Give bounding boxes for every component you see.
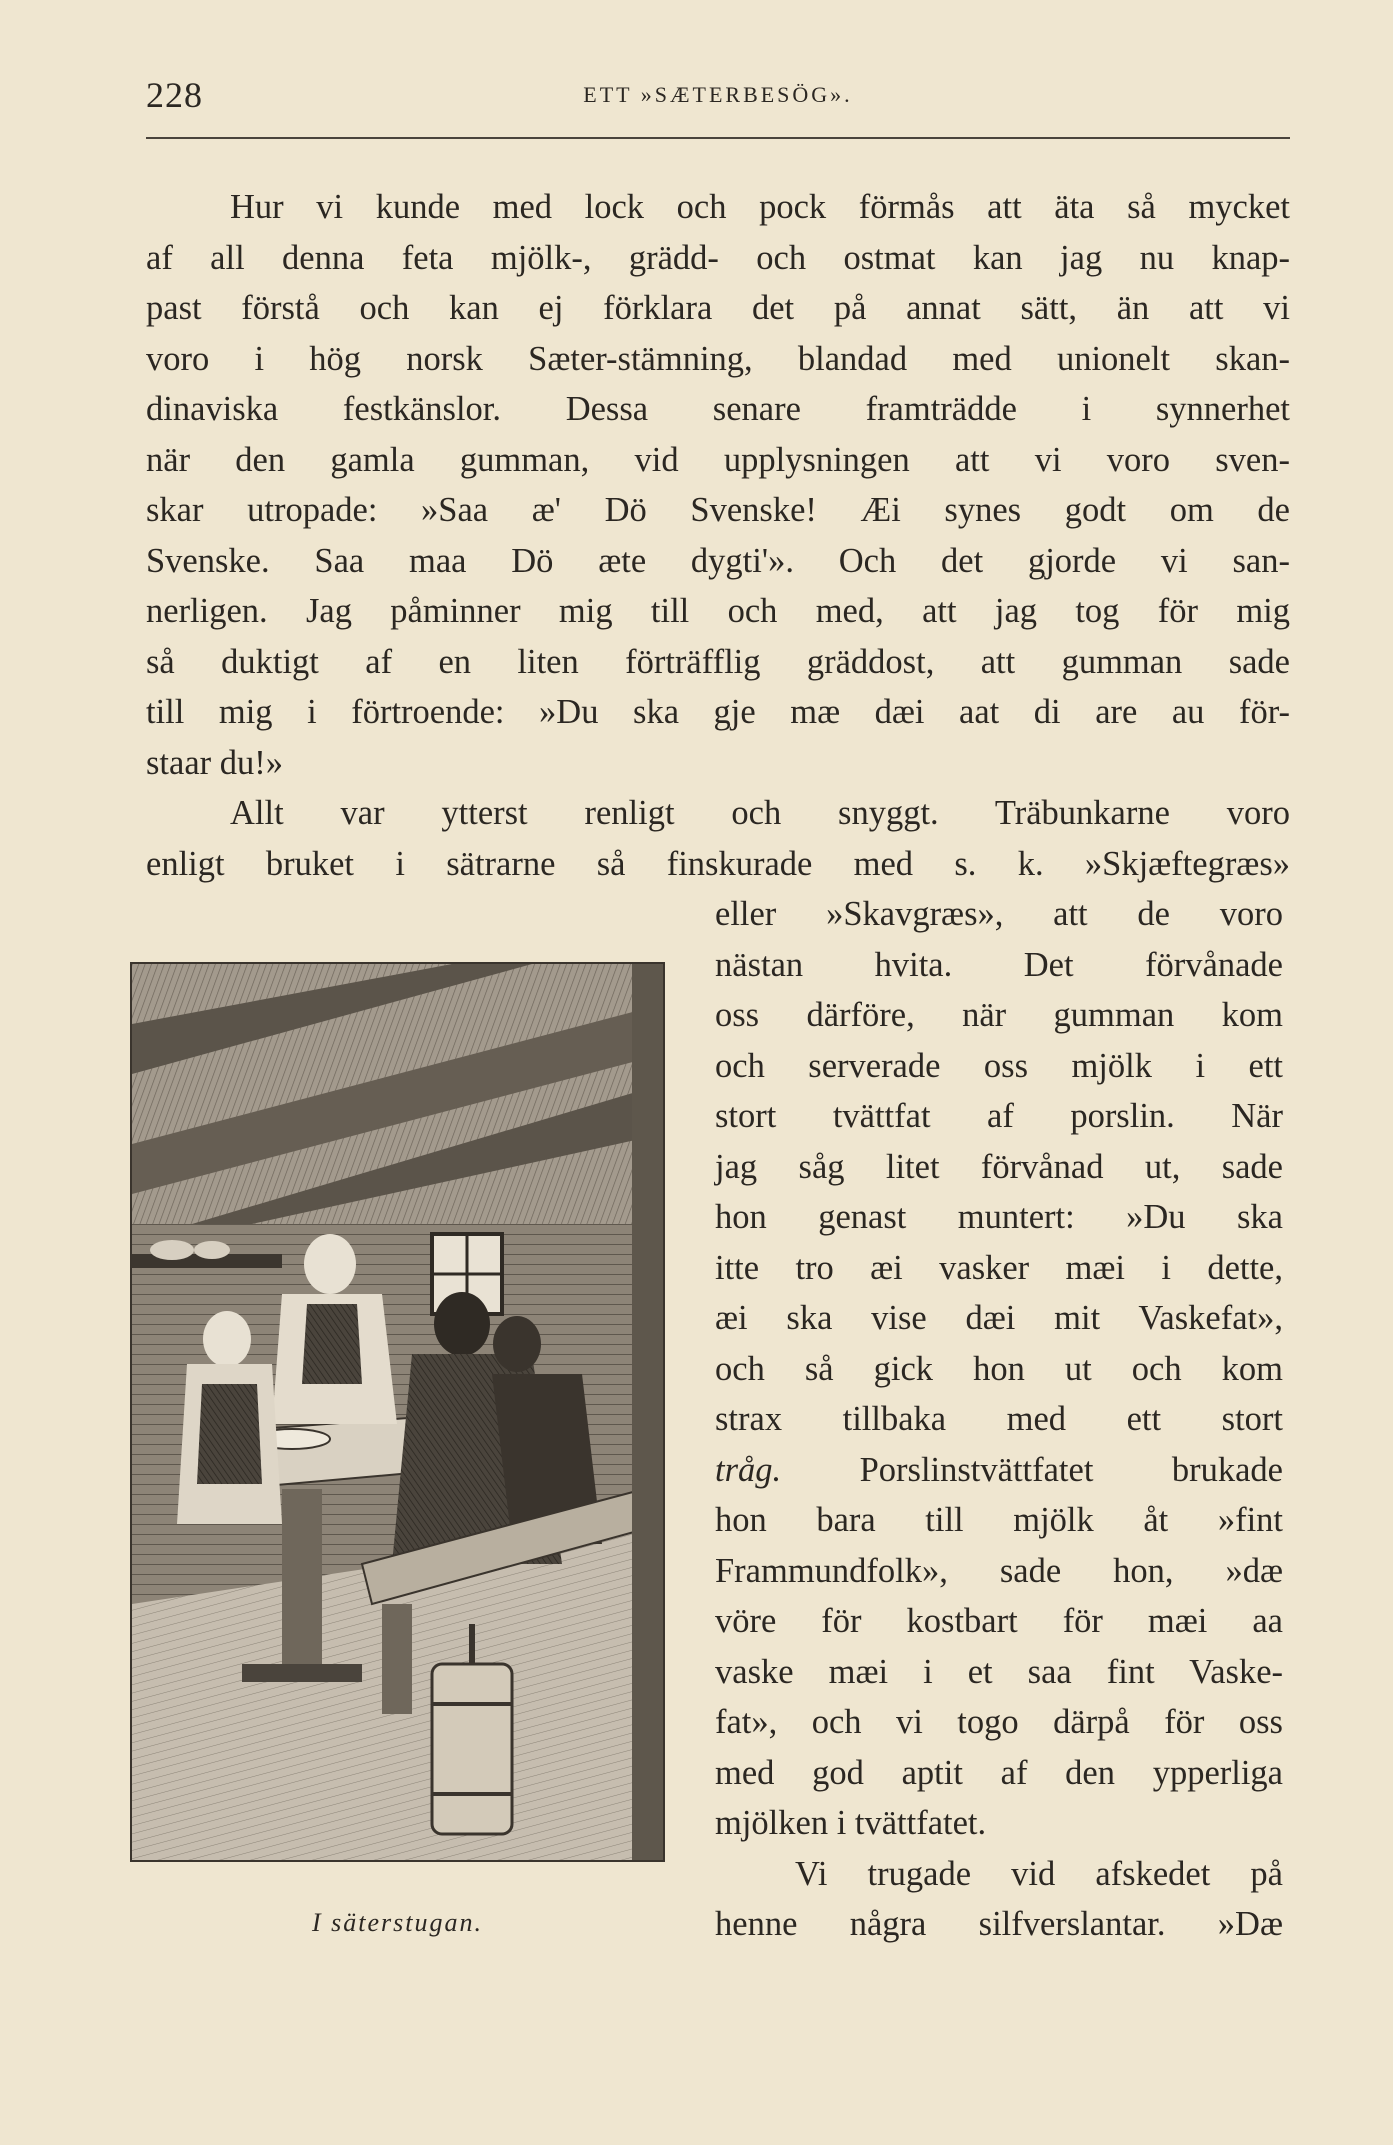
text-line: Hur vi kunde med lock och pock förmås att äta så mycket	[230, 188, 1290, 226]
page-header	[146, 74, 1290, 126]
text-line: jag såg litet förvånad ut, sade	[715, 1147, 1283, 1186]
text-line: voro i hög norsk Sæter-stämning, blandad med unionelt skan-	[146, 339, 1290, 378]
text-line: itte tro æi vasker mæi i dette,	[715, 1248, 1283, 1287]
text-line: mjölken i tvättfatet.	[715, 1804, 987, 1842]
text-line: och så gick hon ut och kom	[715, 1349, 1283, 1388]
italic-word: tråg.	[715, 1450, 782, 1489]
text-line: Vi trugade vid afskedet på	[795, 1854, 1283, 1893]
text-line: vöre för kostbart för mæi aa	[715, 1602, 1283, 1640]
page-number: 228	[146, 75, 203, 115]
text-line: henne några silfverslantar. »Dæ	[715, 1905, 1283, 1943]
text-line: dinaviska festkänslor. Dessa senare framträdde i synnerhet	[146, 390, 1290, 428]
illustration-engraving	[132, 964, 663, 1860]
illustration-caption: I säterstugan.	[312, 1908, 483, 1937]
text-line: past förstå och kan ej förklara det på annat sätt, än att vi	[146, 289, 1290, 327]
text-line: eller »Skavgræs», att de voro	[715, 895, 1283, 933]
text-line: æi ska vise dæi mit Vaskefat»,	[715, 1299, 1283, 1337]
text-line: hon bara till mjölk åt »fint	[715, 1501, 1283, 1539]
illustration	[130, 962, 665, 1862]
text-line: skar utropade: »Saa æ' Dö Svenske! Æi synes godt om de	[146, 491, 1290, 529]
paragraph-2	[146, 788, 1290, 889]
text-line: nerligen. Jag påminner mig till och med, att jag tog för mig	[146, 592, 1290, 630]
text-line: nästan hvita. Det förvånade	[715, 945, 1283, 984]
text-line: till mig i förtroende: »Du ska gje mæ dæi aat di are au för-	[146, 693, 1290, 731]
text-line: Svenske. Saa maa Dö æte dygti'». Och det gjorde vi san-	[146, 541, 1290, 580]
text-line: hon genast muntert: »Du ska	[715, 1198, 1283, 1236]
text-line: när den gamla gumman, vid upplysningen att vi voro sven-	[146, 440, 1290, 479]
paragraph-2-column	[715, 889, 1283, 1950]
text-fragment: Porslinstvättfatet brukade	[781, 1450, 1283, 1489]
text-line: enligt bruket i sätrarne så finskurade med s. k. »Skjæftegræs»	[146, 844, 1290, 883]
text-line: strax tillbaka med ett stort	[715, 1400, 1283, 1438]
header-rule	[146, 137, 1290, 139]
text-line: Allt var ytterst renligt och snyggt. Träbunkarne voro	[230, 794, 1290, 832]
text-line: stort tvättfat af porslin. När	[715, 1097, 1283, 1135]
text-line: staar du!»	[146, 743, 283, 782]
text-line: och serverade oss mjölk i ett	[715, 1046, 1283, 1085]
text-line: så duktigt af en liten förträfflig gräddost, att gumman sade	[146, 642, 1290, 681]
text-line: med god aptit af den ypperliga	[715, 1753, 1283, 1792]
text-line: fat», och vi togo därpå för oss	[715, 1703, 1283, 1741]
text-line: af all denna feta mjölk-, grädd- och ostmat kan jag nu knap-	[146, 238, 1290, 277]
paragraph-1	[146, 182, 1290, 788]
text-line	[715, 1445, 1283, 1496]
running-title: ETT »SÆTERBESÖG».	[583, 82, 853, 107]
text-line: vaske mæi i et saa fint Vaske-	[715, 1652, 1283, 1691]
text-line: Frammundfolk», sade hon, »dæ	[715, 1551, 1283, 1590]
text-line: oss därföre, när gumman kom	[715, 996, 1283, 1034]
